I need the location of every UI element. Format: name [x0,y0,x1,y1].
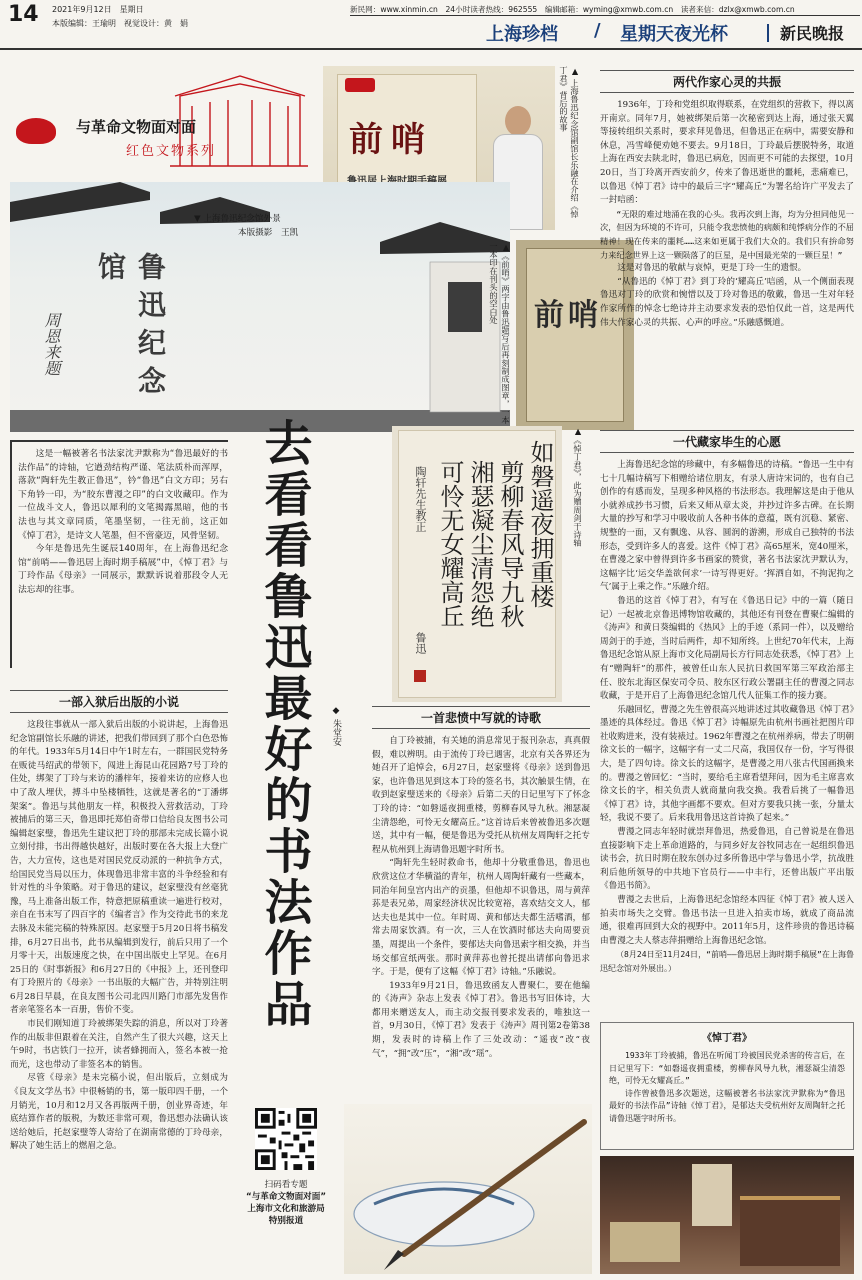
website-info: 新民网：www.xinmin.cn 24小时读者热线：962555 编辑邮箱：wyming@xmwb.com.cn 读者来信：dzlx@xmwb.com.cn [350,5,795,14]
friendship-body [600,99,854,439]
brush-inkstone-photo [344,1104,592,1274]
exhibition-banner-title: 前哨 [349,120,433,160]
calligraphy-line-4: 可怜无女耀高丘 [436,460,464,628]
lead-box [10,440,228,668]
friendship-paragraph: “从鲁迅的《悼丁君》到丁玲的‘耀高丘’唁函，从一个侧面表现鲁迅对丁玲的欣赏和惋惜以及丁玲对鲁迅的敬戴，鲁迅一生对年轻作家所作的悼念七绝诗并主动要求发表的恐怕仅此一首，这是两代伟大作家心灵的共振、心声的呼应。”乐融感慨道。 [600,276,854,328]
qr-text-4: 特别报道 [268,1216,304,1226]
masthead-rule [350,15,860,16]
novel-section [10,690,228,1270]
series-logo [10,56,310,174]
novel-paragraph: 尽管《母亲》是未完稿小说，但出版后，立刻成为《良友文学丛书》中很畅销的书，第一版印四千册，一个月销光，10月和12月又各再版两千册，创业界奇迹，年底结算作者的版税，为数还非常可观，鲁迅想办法确认该送给她后，托赵家璧等人寄给了在湖南常德的丁玲母亲，解决了她生活上的燃眉之急。 [10,1073,228,1152]
collector-body [600,459,854,1015]
section-name-1: 上海珍档 [486,24,558,45]
friendship-title: 两代作家心灵的共振 [600,70,854,93]
headline: 去看看鲁迅最好的书法作品 [256,418,312,1030]
seal-stamp [414,670,426,682]
hall-poster [692,1164,732,1226]
curator-caption: ▲ 上海鲁迅纪念馆副馆长乐融在介绍《悼丁君》背后的故事 [559,66,580,219]
poem-title: 一首悲愤中写就的诗歌 [372,706,590,729]
brush-drawing [344,1104,592,1274]
hall-wall [740,1196,840,1266]
collector-title: 一代藏家毕生的心愿 [600,430,854,453]
hall-display-case [610,1222,680,1262]
page-number: 14 [8,2,39,27]
poem-box [600,1022,854,1150]
calligraphy-line-1: 如磐遥夜拥重楼 [526,440,554,608]
calligraphy-line-2: 剪柳春风导九秋 [496,460,524,628]
editors-line: 本版编辑：王瑜明 视觉设计：黄 娟 [52,19,188,28]
poem-box-title: 《悼丁君》 [702,1033,752,1044]
section-separator: / [594,20,601,41]
date-line: 2021年9月12日 星期日 [52,5,144,14]
qr-text-2: “与革命文物面对面” [245,1192,327,1202]
building-photo [10,182,510,432]
magazine-title: 前哨 [534,298,602,333]
novel-body [10,719,228,1271]
qr-code[interactable] [255,1108,317,1170]
novel-paragraph: 市民们刚知道丁玲被绑架失踪的消息，所以对丁玲著作的出版非但跟着在关注，自然产生了很大兴趣，这天上午9时，书店铁门一拉开，读者蜂拥而入，签名本被一抢而光，这也带动了非签名本的销售。 [10,1019,228,1070]
author-byline: ◆ 朱堂安 [331,706,341,746]
building-signage: 鲁迅纪念馆 [94,252,167,404]
building-caption: ▼ 上海鲁迅纪念馆外景 [194,214,281,224]
collector-paragraph: 上海鲁迅纪念馆的珍藏中，有多幅鲁迅的诗稿。“鲁迅一生中有七十几幅诗稿写下相赠给诸位朋友，有录人唐诗宋词的，也有自己创作的有感而发，呈现多种风格的书法形态。我理解这是由于他从小就养成抄书习惯，后来又师从章太炎，并抄过许多古碑。在长期大量的抄写和学习中吸收前人各种书体的意蕴，既有沉稳、紧密、规整的一面，又有飘逸、从容、圆润的游溯，形成自己独特的书法形态，受到许多人的喜爱。这件《悼丁君》高65厘米，宽40厘米，在曹漫之家中曾得到许多书画家的赞赏，著名书法家沈尹默认为，这幅字比‘运交华盖欲何求’一诗写得更好。‘挥洒自如，不拘泥拘之气’属于上乘之作。”乐融介绍。 [600,460,854,593]
novel-title: 一部入狱后出版的小说 [10,690,228,713]
building-credit: 本版摄影 王凯 [238,228,299,238]
collector-paragraph: 乐融回忆，曹漫之先生曾很高兴地讲述过其收藏鲁迅《悼丁君》墨迹的具体经过。鲁迅《悼丁君》诗幅原先由杭州书画社把图片印社收购进来，没有装裱过。1962年曹漫之在杭州养病，带去了明朝徐文长的一幅字，这幅字有一丈二尺高，我国仅存一份，字写得很大，是了四句诗。徐文长的这幅字，是曹漫之用八张古代国画换来的。曹漫之曾回忆：“当时，要给毛主席看望拜问，因为毛主席喜欢徐文长的字，相关负责人就商量向我交换。我看后挑了一幅鲁迅《悼丁君》诗，其他字画都不要欢。但对方要我只挑一张，分量太轻，我说不要了。后来我用鲁迅这首诗换了起来。” [600,704,854,824]
collector-exhibition-note: （8月24日至11月24日，“前哨——鲁迅居上海时期手稿展”在上海鲁迅纪念馆对外展出。） [600,950,854,973]
collector-paragraph: 曹漫之同志年轻时就崇拜鲁迅，热爱鲁迅，自己曾说是在鲁迅直接影响下走上革命道路的，与同乡好友谷牧同志在一起组织鲁迅读书会，抗日时期在胶东创办过多所鲁迅中学与鲁迅小学，抗战胜利后他所领导的中共地下官员行——中丰行，还曾出版广平出版《鲁迅书简》。 [600,827,854,892]
poem-paragraph: 自丁玲被捕，有关她的消息常见于报刊杂志，真真假假，难以辨明。由于流传丁玲已遇害，北京有关各界还为她召开了追悼会，6月27日，赵家璧将《母亲》送到鲁迅家，也许鲁迅见到这本丁玲的签名书，其次触景生情，在收到赵家璧送来的《母亲》后第二天的日记里写下了怀念丁玲的诗：“如磐遥夜拥重楼，剪柳春风导九秋。湘瑟凝尘清怨绝，可怜无女耀高丘。”这首诗后来曾被鲁迅多次题送，其中有一幅，便是鲁迅为受托从杭州友周陶轩之托专程从杭州到上海请鲁迅题字时所书。 [372,736,590,855]
collector-section [600,430,854,1018]
qr-text-3: 上海市文化和旅游局 [247,1204,325,1214]
masthead [0,0,862,50]
collector-paragraph: 曹漫之去世后，上海鲁迅纪念馆经本四征《悼丁君》被人送入拍卖市场失之交臂。鲁迅书法一旦进入拍卖市场，就成了商品流通，很难再回到大众的视野中。2011年5月，这件珍贵的鲁迅诗稿由曹漫之夫人蔡志萍捐赠给上海鲁迅纪念馆。 [600,895,854,946]
friendship-quote: “无限的难过地涌在我的心头。我再次到上海，均为分担同他见一次，但因为环境的不许可，只能令我悲愤他的病颇和纯悸病分作的不屈精神！现在传来的噩耗……这来如更属于我们大众的。我们只有拚命努力来纪念世界上这一颗陨落了的巨星，是中国最光荣的一颗巨星！” [600,208,854,260]
friendship-paragraph: 这是对鲁迅的敬献与哀悼，更是丁玲一生的遗恨。 [617,263,807,274]
section-divider [767,24,769,42]
calligraphy-inscription: 陶轩先生教正 [414,466,427,532]
lead-paragraph: 今年是鲁迅先生诞辰140周年，在上海鲁迅纪念馆“前哨——鲁迅居上海时期手稿展”中，《悼丁君》与丁玲作品《母亲》一同展示，默默诉说着那段令人无法忘却的往事。 [18,544,228,595]
calligraphy-line-3: 湘瑟凝尘清怨绝 [466,460,494,628]
friendship-section [600,70,854,442]
magazine-caption: ▲《前哨》两字由鲁迅题写后再刻制成图章，一本一本印在刊头的空白处 [489,242,511,425]
artifact-icon [16,118,56,144]
series-subtitle: 红色文物系列 [126,144,217,159]
collector-paragraph: 鲁迅的这首《悼丁君》，有写在《鲁迅日记》中的一篇（随日记）一起被北京鲁迅博物馆收藏的，其他还有刊登在曹聚仁编辑的《涛声》和黄日葵编辑的《热风》上的手迹（系同一件），以及赠给周剑于的手迹，当时后两件，却不知所终。上世纪70年代末，上海鲁迅纪念馆从原上海市文化局副局长方行同志处获悉，《悼丁君》上有“赠陶轩”的那件，被曾任山东人民抗日救国军第三军政治部主任、胶东北海区保安司令员、胶东区行政公署副主任的曹漫之同志收藏，于是开启了上海鲁迅纪念馆几代人征集工作的接力赛。 [600,595,854,702]
poem-body [372,735,590,1101]
poem-paragraph: “陶轩先生轻时救命书，他却十分敬重鲁迅，鲁迅也欣赏这位才华横溢的青年，杭州人周陶轩藏有一些藏本，同治年间皇宫内出产的贡墨，但他却不识鲁迅，周与黄萍荪是表兄弟，周家经济状况比较宽裕，喜欢结交文人，郁达夫也是其中一位。年时周、黄和郁达夫都生活嗜酒，郁常去周家饮酒。有一次，三人在饮酒时郁达夫向周要贡墨，周提出一个条件，要郁达夫向鲁迅索字相交换，并当场交郁宣纸两张。那时黄萍荪也曾托提出请郁向鲁迅求字。于是，便有了这幅《悼丁君》诗轴。”乐融说。 [372,858,590,978]
section-name-2: 星期天夜光杯 [620,24,728,45]
calligraphy-seal: 鲁迅 [414,632,427,654]
poem-box-text: 1933年丁玲被捕，鲁迅在听闻丁玲被国民党杀害的传言后，在日记里写下：“如磐遥夜拥重楼，剪柳春风导九秋，湘瑟凝尘清怨绝，可怜无女耀高丘。” [609,1051,845,1086]
newspaper-name: 新民晚报 [780,24,845,43]
exhibition-hall-photo [600,1156,854,1274]
calligraphy-caption: ▲《悼丁君》，此为赠周剑于诗轴 [573,426,583,547]
poem-box-note: 诗作曾被鲁迅多次题送，这幅被著名书法家沈尹默称为“鲁迅最好的书法作品”诗轴《悼丁君》，是郁达夫受杭州好友周陶轩之托请鲁迅题字时所书。 [609,1088,845,1123]
poem-section [372,706,590,1100]
lead-paragraph: 这是一幅被著名书法家沈尹默称为“鲁迅最好的书法作品”的诗轴，它遒劲结构严谨、笔法质朴而浑厚，落款“陶轩先生教正鲁迅”，钤“鲁迅”白文方印；另右下角钤一印，为“胶东曹漫之印”的白文收藏印。作为一位战斗文人，鲁迅以犀利的文笔揭露黑暗，他的书法也与其文章同质，笔墨坚韧，一往无前，这正如《悼丁君》，是诗文人笔墨，但不啻豪迈，风骨坚韧。 [18,449,228,541]
masthead-bottom-rule [0,48,862,50]
calligraphy-photo [392,426,562,702]
qr-text-1: 扫码看专题 [264,1180,308,1190]
poem-paragraph: 1933年9月21日，鲁迅致函友人曹聚仁，要在他编的《涛声》杂志上发表《悼丁君》。鲁迅书写旧体诗，大都用来赠送友人，而主动交报刊要求发表的，唯独这一首，9月30日，《悼丁君》发表于《涛声》周刊第2卷第38期，发表时的诗稿上作了三处改动：“遥夜”改“夜气”，“拥”改“压”，“湘”改“瑶”。 [372,980,590,1059]
friendship-paragraph: 1936年，丁玲和党组织取得联系，在党组织的营救下，得以离开南京。同年7月，她被绑架后第一次秘密到达上海，通过张天翼等接转组织关系时，要求拜见鲁迅，但鲁迅正在病中，需要安静和休息，冯雪峰便劝她不要去。9月18日，丁玲最后摆脱特务，取道上海在西安去陕北时，鲁迅已病危，因而更不可能的去探望，10月20日，当丁玲离开西安前夕，传来了鲁迅逝世的噩耗，悲痛难已，以鲁迅《悼丁君》诗中的最后三字“耀高丘”为署名给许广平发去了一封唁函： [600,100,854,206]
exhibition-logo [345,78,375,92]
building-signature: 周恩来题 [42,312,61,376]
novel-paragraph: 这段往事就从一部入狱后出版的小说讲起，上海鲁迅纪念馆副馆长乐融的讲述，把我们带回到了那个白色恐怖的年代。1933年5月14日中午1时左右，一群国民党特务在贩徒马绍武的带领下，闯进上海昆山花园路7号丁玲的住处，绑架了丁玲与来访的潘梓年，接着来访的应修人也中了敌人埋伏，搏斗中坠楼牺牲，这就是著名的“丁潘绑架案”。鲁迅与其他朋友一样，积极投入营救活动，丁玲被捕后的第三天，鲁迅即托郑伯奇带口信给良友图书公司编辑赵家璧，鲁迅先生建议把丁玲的那部未完成长篇小说立刻付排，书出得越快越好，出版时要在各大报上大登广告，大力宣传，这也是对国民党反动派的一种抗争方式，给国民党当局以压力，体现鲁迅非常丰富的斗争经验和有针对性的斗争策略。对于鲁迅的建议，赵家璧没有丝毫犹豫，马上准备出版工作，特意把原稿重读一遍进行校对，亲自在书末写了四百字的《编者言》作为交待此书的来龙去脉及未能完稿的特殊原因。赵家璧于5月20日将书稿发排，6月27日出书，此书从编辑到发行，前后只用了一个月零十天，出版速度之快，在中国出版史上罕见。在6月25日的《时事新报》和6月27日的《申报》上，还刊登印有丁玲照片的《母亲》一书出版的大幅广告，并特别注明6月28日早晨，在良友图书公司北四川路门市部先发售作者亲笔签名本一百册，售价不变。 [10,720,228,1016]
series-title: 与革命文物面对面 [76,118,197,136]
qr-block [232,1108,340,1272]
